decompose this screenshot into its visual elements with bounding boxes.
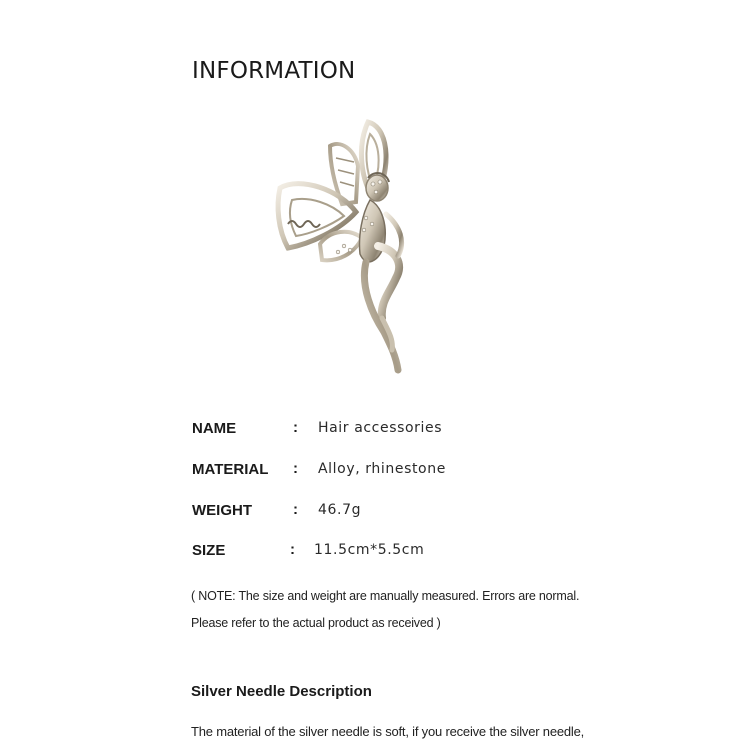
- spec-value: 11.5cm*5.5cm: [314, 542, 425, 558]
- spec-label: WEIGHT: [192, 502, 252, 519]
- spec-label: NAME: [192, 420, 237, 437]
- measurement-note-line-2: Please refer to the actual product as received ): [191, 616, 441, 630]
- spec-row-size: [192, 542, 552, 564]
- spec-label: SIZE: [192, 542, 226, 559]
- fairy-hair-clip-image: [270, 118, 420, 378]
- spec-label: MATERIAL: [192, 461, 269, 478]
- spec-colon: :: [293, 460, 298, 477]
- silver-needle-description: The material of the silver needle is soft, if you receive the silver needle,: [191, 724, 585, 739]
- silver-needle-heading: Silver Needle Description: [191, 683, 372, 700]
- spec-value: Alloy, rhinestone: [318, 461, 446, 477]
- spec-row-material: [192, 461, 552, 483]
- spec-colon: :: [293, 419, 298, 436]
- measurement-note-line-1: ( NOTE: The size and weight are manually measured. Errors are normal.: [191, 589, 580, 603]
- spec-colon: :: [290, 541, 295, 558]
- spec-row-name: [192, 420, 552, 442]
- spec-value: 46.7g: [318, 502, 362, 518]
- spec-row-weight: [192, 502, 552, 524]
- spec-value: Hair accessories: [318, 420, 443, 436]
- page-title: INFORMATION: [192, 58, 356, 84]
- spec-colon: :: [293, 501, 298, 518]
